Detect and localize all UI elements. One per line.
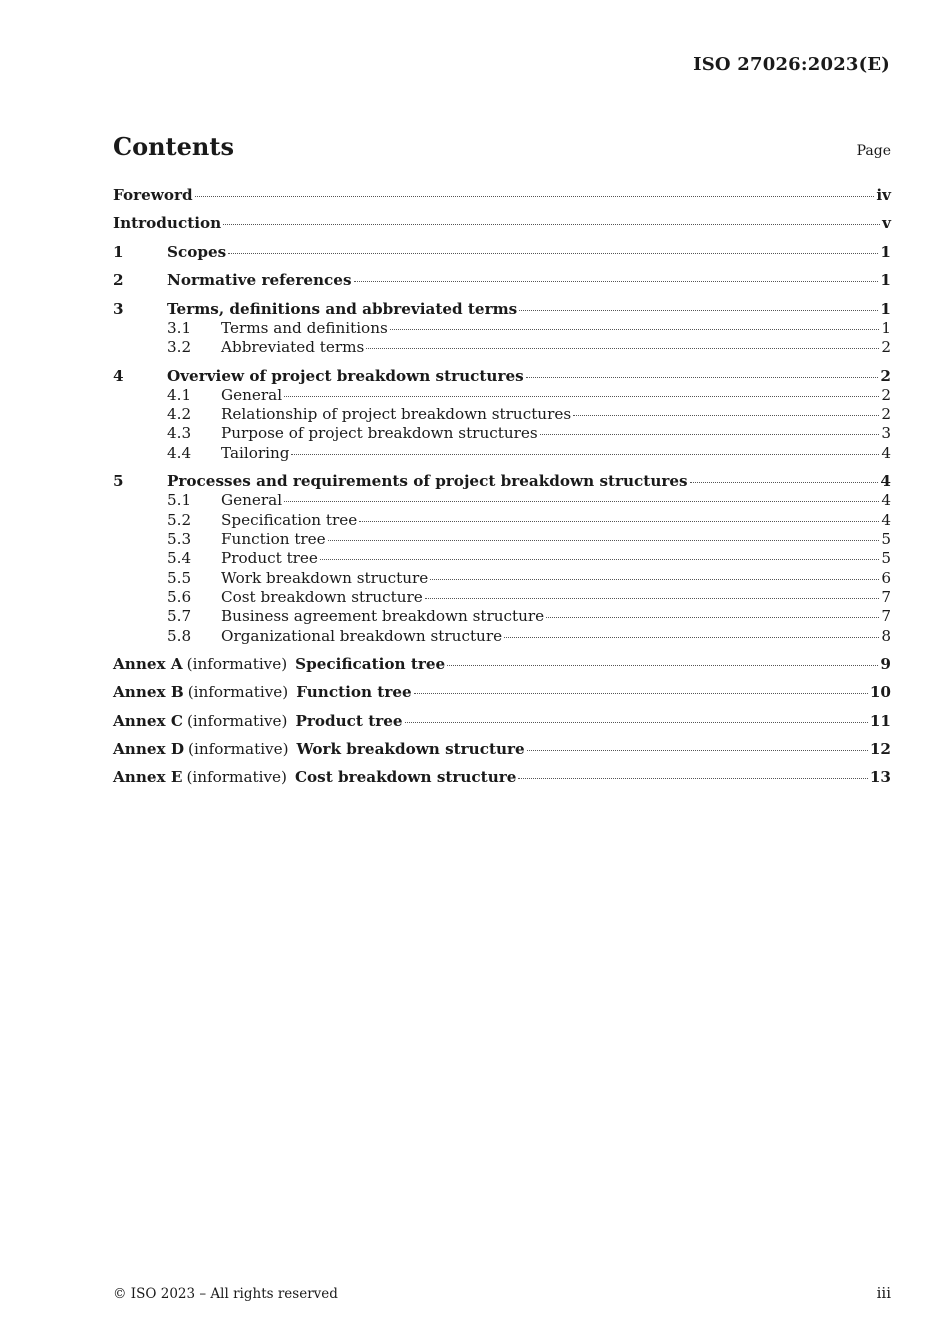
toc-subentry-title: Relationship of project breakdown structures [221,405,572,424]
toc-page-number: 7 [881,607,891,626]
toc-subentry-number: 3.2 [167,338,192,357]
toc-page-number: 6 [881,568,891,587]
toc-subentry-title: Work breakdown structure [221,568,429,587]
toc-entry-number: 4 [113,366,124,385]
dot-leader [518,778,867,779]
toc-entry-number: 3 [113,299,124,318]
toc-subentry[interactable] [113,627,891,646]
toc-subentry-title: Specification tree [221,510,358,529]
toc-entry-title: Scopes [167,242,227,261]
toc-page-number: iv [876,186,891,204]
dot-leader [284,501,879,502]
toc-subentry-title: Business agreement breakdown structure [221,607,545,626]
dot-leader [690,482,879,483]
toc-page-number: 13 [869,768,891,787]
dot-leader [526,377,879,378]
toc-page-number: 4 [881,510,891,529]
toc-entry[interactable] [113,300,891,319]
toc-subentry[interactable] [113,319,891,338]
toc-subentry[interactable] [113,386,891,405]
toc-annex-entry[interactable] [113,740,891,759]
toc-page-number: 2 [881,405,891,424]
dot-leader [430,579,879,580]
toc-subentry-number: 3.1 [167,318,192,337]
toc-page-number: 1 [880,299,891,318]
dot-leader [354,281,879,282]
toc-annex-entry[interactable] [113,768,891,787]
annex-letter: Annex A [113,654,183,673]
toc-page-number: 9 [880,654,891,673]
dot-leader [291,454,879,455]
toc-subentry-title: Purpose of project breakdown structures [221,424,538,443]
toc-subentry-title: General [221,385,283,404]
contents-heading: Contents [113,132,234,161]
toc-subentry-number: 4.3 [167,424,192,443]
toc-entry-title: Overview of project breakdown structures [167,366,524,385]
toc-page-number: 4 [881,491,891,510]
dot-leader [405,722,868,723]
toc-page-number: 5 [881,530,891,549]
annex-title: Function tree [296,683,412,702]
toc-subentry[interactable] [113,588,891,607]
toc-entry-number: 2 [113,271,124,290]
toc-subentry-number: 5.1 [167,491,192,510]
toc-subentry-number: 5.6 [167,587,192,606]
toc-entry-number: 5 [113,472,124,491]
dot-leader [447,665,878,666]
toc-page-number: 2 [881,338,891,357]
dot-leader [504,637,879,638]
dot-leader [390,329,880,330]
toc-subentry[interactable] [113,511,891,530]
toc-page-number: v [882,214,891,233]
toc-subentry-number: 4.2 [167,405,192,424]
document-id: ISO 27026:2023(E) [693,54,890,75]
footer-copyright: © ISO 2023 – All rights reserved [113,1286,338,1302]
toc-page-number: 1 [880,271,891,290]
toc-subentry[interactable] [113,338,891,357]
toc-subentry-number: 4.4 [167,443,192,462]
annex-letter: Annex C [113,711,183,730]
toc-subentry[interactable] [113,424,891,443]
toc-subentry[interactable] [113,491,891,510]
dot-leader [195,196,875,197]
toc-subentry[interactable] [113,607,891,626]
annex-letter: Annex D [113,740,185,759]
annex-title: Work breakdown structure [296,740,525,759]
annex-title: Product tree [295,711,403,730]
dot-leader [414,693,868,694]
toc-entry-title: Terms, definitions and abbreviated terms [167,299,518,318]
dot-leader [546,617,879,618]
dot-leader [228,253,878,254]
toc-subentry[interactable] [113,530,891,549]
dot-leader [527,750,868,751]
dot-leader [425,598,880,599]
toc-subentry[interactable] [113,444,891,463]
toc-subentry-title: Product tree [221,549,318,568]
toc-page-number: 10 [869,683,891,702]
toc-annex-entry[interactable] [113,712,891,731]
toc-subentry[interactable] [113,569,891,588]
toc-entry[interactable] [113,243,891,262]
toc-subentry[interactable] [113,549,891,568]
dot-leader [284,396,879,397]
annex-informative-label: (informative) [186,654,288,673]
toc-page-number: 1 [880,242,891,261]
annex-informative-label: (informative) [187,683,289,702]
toc-subentry-title: Cost breakdown structure [221,587,423,606]
toc-page-number: 4 [881,443,891,462]
toc-page-number: 1 [881,318,891,337]
dot-leader [540,434,880,435]
toc-entry-number: 1 [113,242,124,261]
dot-leader [573,415,879,416]
toc-subentry-number: 5.3 [167,530,192,549]
toc-page-number: 8 [881,626,891,645]
annex-informative-label: (informative) [186,768,287,787]
annex-informative-label: (informative) [186,711,288,730]
toc-page-number: 12 [869,740,891,759]
toc-page-number: 11 [869,711,891,730]
toc-subentry-title: Organizational breakdown structure [221,626,503,645]
toc-subentry-number: 5.4 [167,549,192,568]
toc-entry-title: Introduction [113,214,222,233]
toc-entry[interactable] [113,186,891,205]
toc-page-number: 2 [881,385,891,404]
annex-informative-label: (informative) [188,740,289,759]
table-of-contents [113,186,891,788]
page-column-label: Page [856,143,891,159]
toc-entry-title: Foreword [113,186,193,204]
toc-page-number: 2 [880,366,891,385]
toc-entry-title: Processes and requirements of project breakdown structures [167,472,688,491]
toc-subentry[interactable] [113,405,891,424]
dot-leader [519,310,878,311]
annex-letter: Annex B [113,683,184,702]
toc-annex-entry[interactable] [113,683,891,702]
toc-subentry-title: Terms and definitions [221,318,388,337]
toc-subentry-title: Function tree [221,530,326,549]
dot-leader [320,559,879,560]
toc-subentry-title: Tailoring [221,443,290,462]
toc-annex-entry[interactable] [113,655,891,674]
annex-title: Specification tree [295,654,446,673]
toc-page-number: 4 [880,472,891,491]
toc-subentry-number: 5.5 [167,568,192,587]
footer-page-number: iii [876,1284,891,1302]
toc-subentry-number: 5.8 [167,626,192,645]
toc-subentry-number: 5.7 [167,607,192,626]
dot-leader [223,224,880,225]
dot-leader [359,521,879,522]
toc-page-number: 7 [881,587,891,606]
toc-subentry-title: General [221,491,283,510]
annex-title: Cost breakdown structure [294,768,517,787]
toc-entry-title: Normative references [167,271,352,290]
dot-leader [366,348,879,349]
toc-entry[interactable] [113,472,891,491]
toc-subentry-number: 5.2 [167,510,192,529]
toc-subentry-number: 4.1 [167,385,192,404]
toc-page-number: 5 [881,549,891,568]
toc-page-number: 3 [881,424,891,443]
annex-letter: Annex E [113,768,183,787]
toc-entry[interactable] [113,367,891,386]
toc-entry[interactable] [113,214,891,233]
toc-entry[interactable] [113,271,891,290]
dot-leader [328,540,880,541]
toc-subentry-title: Abbreviated terms [221,338,365,357]
